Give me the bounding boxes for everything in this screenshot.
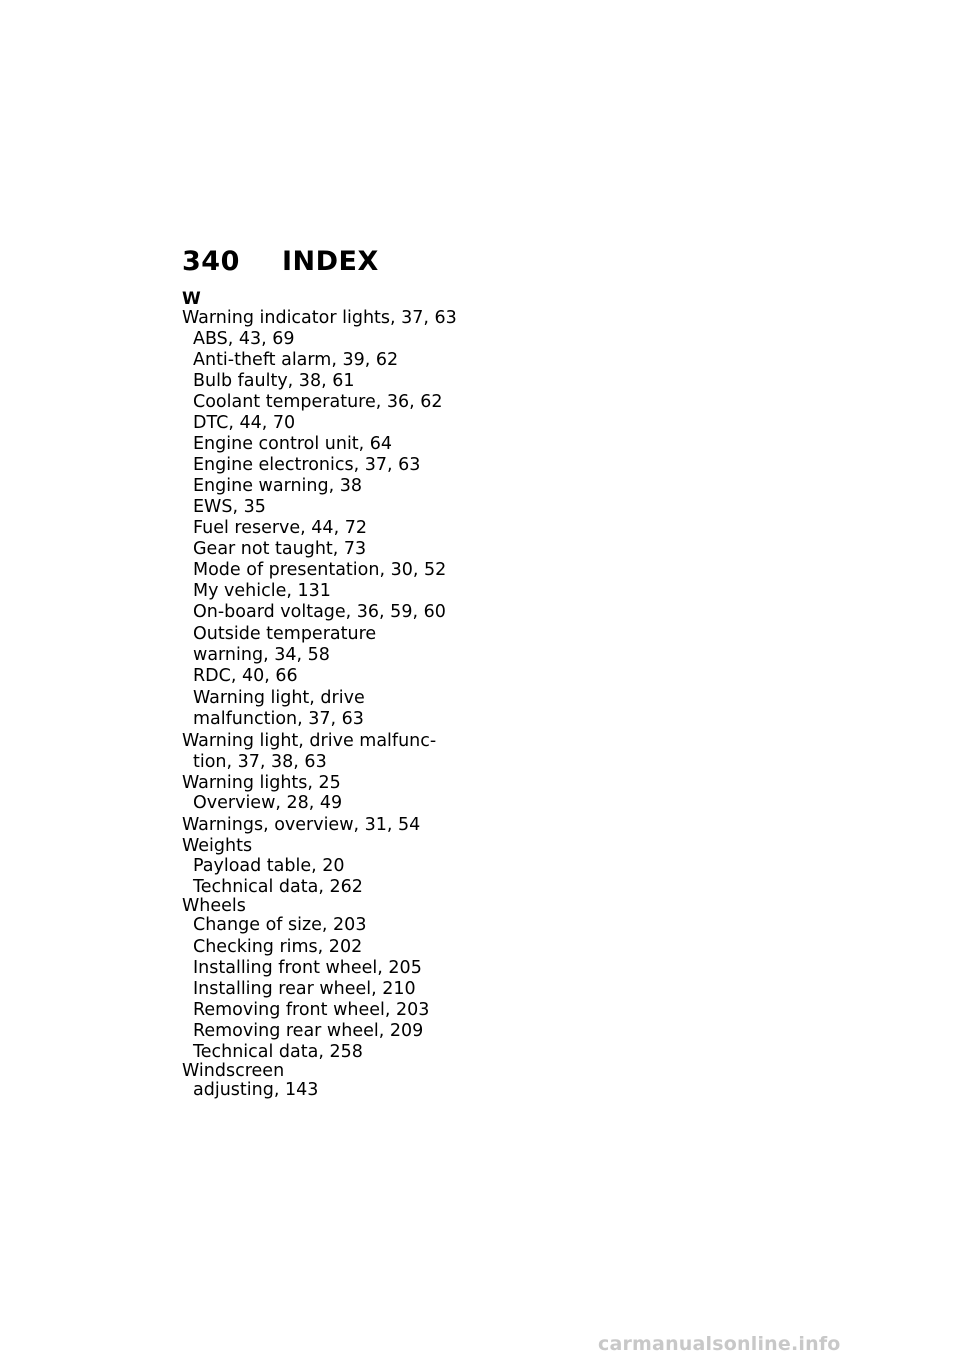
index-subentry: Mode of presentation, 30, 52 [193,560,447,580]
index-subentry: tion, 37, 38, 63 [193,752,327,772]
index-subentry: Engine electronics, 37, 63 [193,455,421,475]
index-entry: Weights [182,836,253,856]
index-subentry: Change of size, 203 [193,915,367,935]
index-subentry: Engine control unit, 64 [193,434,393,454]
index-subentry: Anti-theft alarm, 39, 62 [193,350,399,370]
index-entry: Wheels [182,896,246,916]
index-entry: Warnings, overview, 31, 54 [182,815,421,835]
index-subentry: Outside temperature [193,624,377,644]
index-entry: Windscreen [182,1061,285,1081]
index-subentry: adjusting, 143 [193,1080,319,1100]
page-title: INDEX [282,245,379,277]
index-subentry: Fuel reserve, 44, 72 [193,518,367,538]
index-content [182,290,482,1101]
index-subentry: ABS, 43, 69 [193,329,295,349]
index-subentry: Installing front wheel, 205 [193,958,422,978]
index-subentry: Bulb faulty, 38, 61 [193,371,355,391]
index-entry: Warning lights, 25 [182,773,341,793]
section-letter: W [182,289,201,309]
index-subentry: EWS, 35 [193,497,266,517]
index-entry: Warning light, drive malfunc- [182,731,437,751]
index-subentry: RDC, 40, 66 [193,666,298,686]
index-subentry: Overview, 28, 49 [193,793,343,813]
index-subentry: Gear not taught, 73 [193,539,367,559]
index-subentry: Installing rear wheel, 210 [193,979,416,999]
index-subentry: My vehicle, 131 [193,581,331,601]
index-subentry: On-board voltage, 36, 59, 60 [193,602,446,622]
watermark: carmanualsonline.info [598,1333,841,1355]
index-subentry: Payload table, 20 [193,856,345,876]
index-subentry: malfunction, 37, 63 [193,709,364,729]
index-entry: Warning indicator lights, 37, 63 [182,308,457,328]
index-subentry: Warning light, drive [193,688,365,708]
index-subentry: Removing rear wheel, 209 [193,1021,424,1041]
index-subentry: Technical data, 262 [193,877,363,897]
index-subentry: DTC, 44, 70 [193,413,296,433]
page-number: 340 [182,245,240,277]
index-subentry: Engine warning, 38 [193,476,363,496]
index-subentry: Technical data, 258 [193,1042,363,1062]
index-subentry: warning, 34, 58 [193,645,330,665]
index-subentry: Checking rims, 202 [193,937,363,957]
page-header [182,244,379,278]
index-subentry: Removing front wheel, 203 [193,1000,430,1020]
index-subentry: Coolant temperature, 36, 62 [193,392,443,412]
index-entry-list [182,308,482,1101]
